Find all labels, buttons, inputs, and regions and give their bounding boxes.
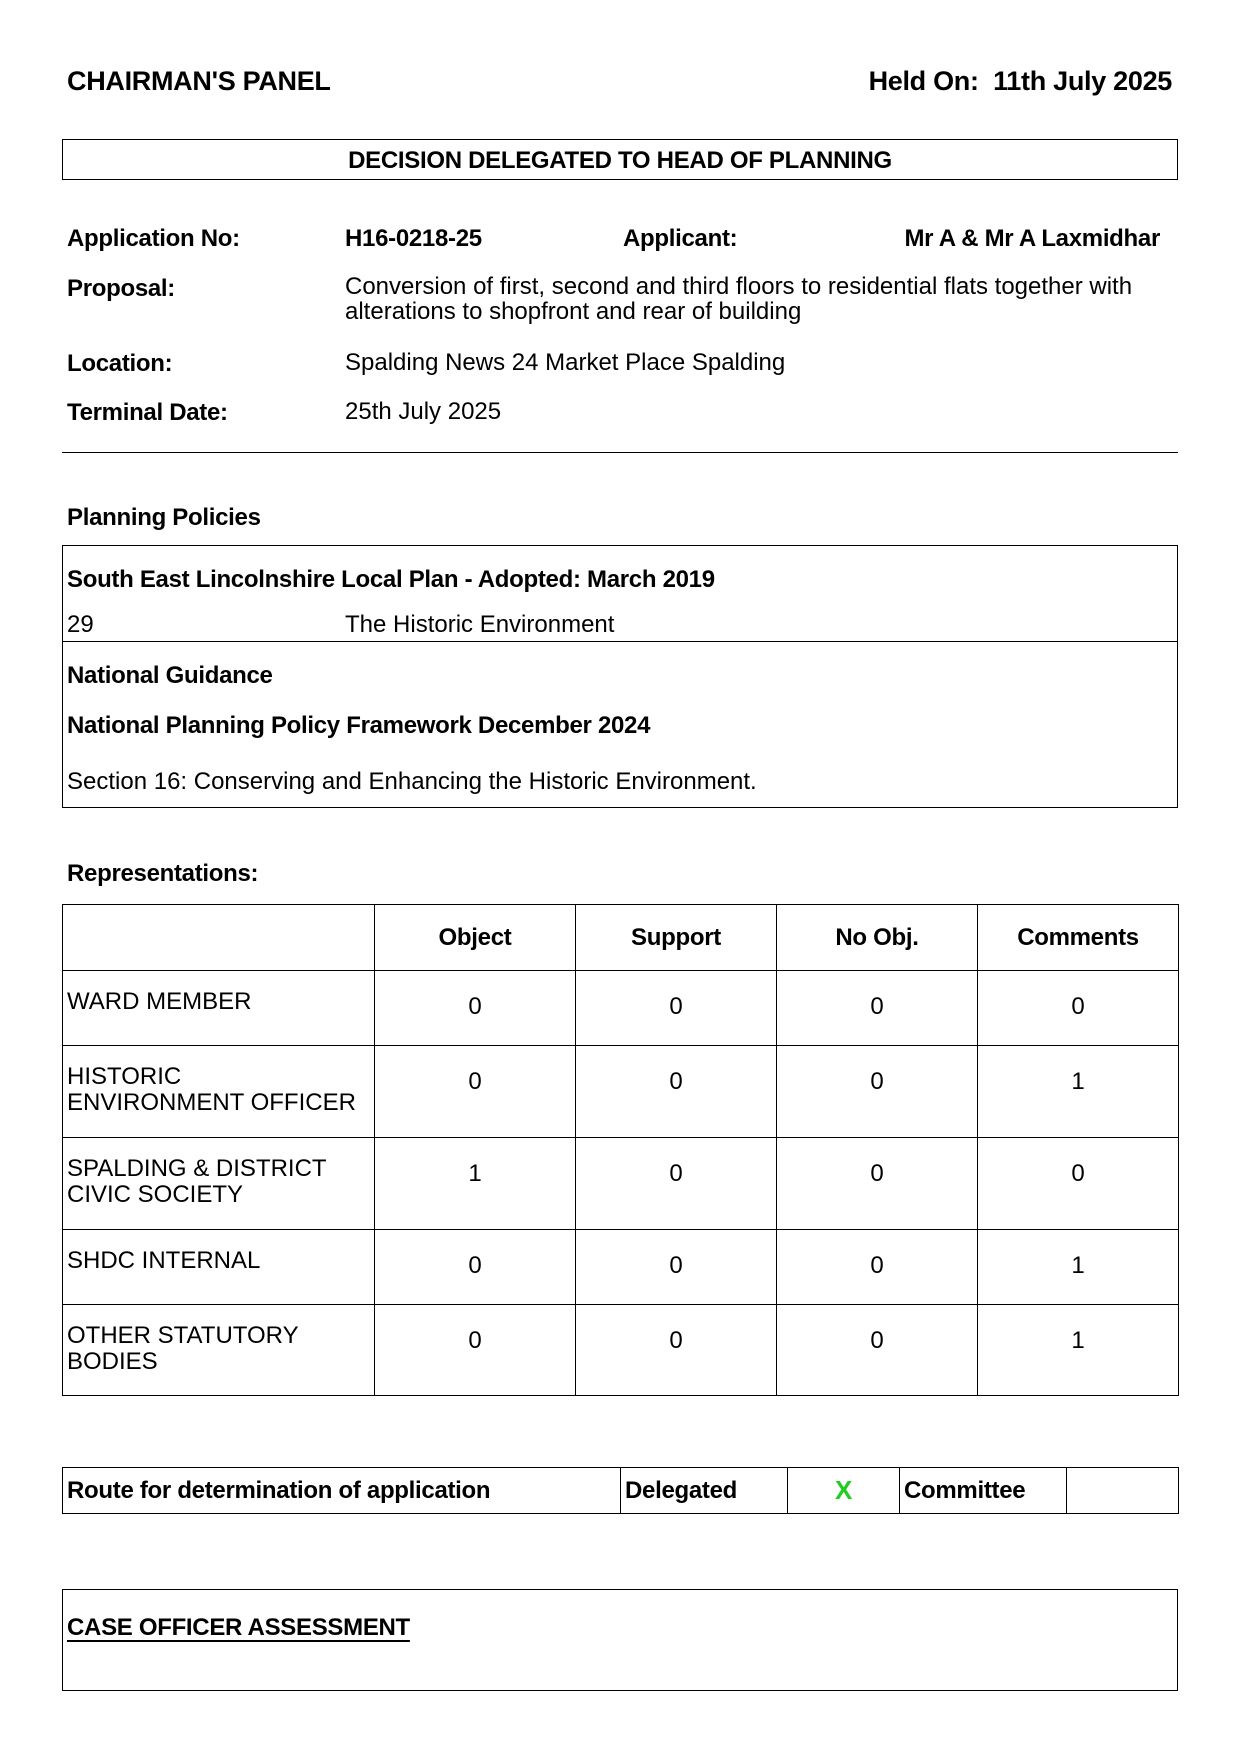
- held-on-date: 11th July 2025: [993, 66, 1172, 96]
- org-line-2: BODIES: [67, 1348, 158, 1375]
- representations-table: [62, 904, 1179, 1396]
- table-row: [63, 1046, 1179, 1138]
- org-line-1: HISTORIC: [67, 1063, 182, 1090]
- cell-object: 0: [375, 1230, 576, 1305]
- cell-support: 0: [576, 1046, 777, 1138]
- cell-object: 0: [375, 1305, 576, 1396]
- applicant-label: Applicant:: [623, 225, 738, 252]
- decision-banner-box: [62, 139, 1178, 180]
- table-header-row: [63, 905, 1179, 971]
- table-row: [63, 1305, 1179, 1396]
- cell-support: 0: [576, 1305, 777, 1396]
- policy-name: The Historic Environment: [345, 611, 615, 638]
- held-on-label: Held On:: [868, 66, 979, 96]
- cell-support: 0: [576, 1138, 777, 1230]
- table-row: [63, 1230, 1179, 1305]
- org-line-1: WARD MEMBER: [67, 988, 252, 1015]
- cell-comments: 0: [978, 1138, 1179, 1230]
- org-line-2: CIVIC SOCIETY: [67, 1181, 244, 1208]
- col-no-obj: No Obj.: [777, 905, 978, 971]
- proposal-line-1: Conversion of first, second and third floors to residential flats together with: [345, 273, 1133, 300]
- row-organisation: [63, 1046, 375, 1138]
- cell-object: 0: [375, 1046, 576, 1138]
- cell-object: 0: [375, 971, 576, 1046]
- org-line-1: SPALDING & DISTRICT: [67, 1155, 327, 1182]
- national-guidance-heading: National Guidance: [67, 662, 273, 689]
- delegated-label: Delegated: [621, 1468, 788, 1514]
- terminal-date-label: Terminal Date:: [67, 399, 228, 426]
- held-on: [869, 66, 1172, 97]
- row-organisation: [63, 1305, 375, 1396]
- cell-comments: 0: [978, 971, 1179, 1046]
- policy-number: 29: [67, 611, 94, 638]
- table-row: [63, 1138, 1179, 1230]
- proposal-label: Proposal:: [67, 275, 175, 302]
- cell-no-obj: 0: [777, 971, 978, 1046]
- nppf-title: National Planning Policy Framework December 2024: [67, 712, 651, 739]
- delegated-mark: X: [788, 1468, 900, 1514]
- cell-object: 1: [375, 1138, 576, 1230]
- planning-policies-heading: Planning Policies: [67, 504, 261, 531]
- table-row: [63, 971, 1179, 1046]
- cell-support: 0: [576, 1230, 777, 1305]
- case-officer-assessment-heading: CASE OFFICER ASSESSMENT: [67, 1614, 410, 1641]
- cell-comments: 1: [978, 1230, 1179, 1305]
- committee-label: Committee: [900, 1468, 1067, 1514]
- org-line-1: SHDC INTERNAL: [67, 1247, 261, 1274]
- org-line-2: ENVIRONMENT OFFICER: [67, 1089, 356, 1116]
- cell-no-obj: 0: [777, 1230, 978, 1305]
- application-no-label: Application No:: [67, 225, 240, 252]
- terminal-date-value: 25th July 2025: [345, 398, 502, 425]
- divider: [62, 452, 1178, 453]
- assessment-box: [62, 1589, 1178, 1691]
- proposal-line-2: alterations to shopfront and rear of building: [345, 298, 802, 325]
- policies-box: [62, 545, 1178, 808]
- row-organisation: [63, 1138, 375, 1230]
- cell-no-obj: 0: [777, 1138, 978, 1230]
- col-support: Support: [576, 905, 777, 971]
- decision-banner: DECISION DELEGATED TO HEAD OF PLANNING: [348, 147, 892, 174]
- cell-support: 0: [576, 971, 777, 1046]
- committee-mark: [1067, 1468, 1179, 1514]
- cell-no-obj: 0: [777, 1046, 978, 1138]
- cell-comments: 1: [978, 1046, 1179, 1138]
- col-comments: Comments: [978, 905, 1179, 971]
- cell-comments: 1: [978, 1305, 1179, 1396]
- org-line-1: OTHER STATUTORY: [67, 1322, 299, 1349]
- blank-header: [63, 905, 375, 971]
- representations-heading: Representations:: [67, 860, 259, 887]
- route-row: [63, 1468, 1179, 1514]
- cell-no-obj: 0: [777, 1305, 978, 1396]
- proposal-text: [345, 274, 1132, 324]
- application-no: H16-0218-25: [345, 225, 482, 252]
- location-value: Spalding News 24 Market Place Spalding: [345, 349, 786, 376]
- local-plan-title: South East Lincolnshire Local Plan - Adopted: March 2019: [67, 566, 715, 593]
- section-16-text: Section 16: Conserving and Enhancing the Historic Environment.: [67, 768, 757, 795]
- route-table: [62, 1467, 1179, 1514]
- route-label: Route for determination of application: [63, 1468, 621, 1514]
- row-organisation: [63, 1230, 375, 1305]
- col-object: Object: [375, 905, 576, 971]
- policies-divider: [63, 641, 1177, 642]
- row-organisation: [63, 971, 375, 1046]
- location-label: Location:: [67, 350, 173, 377]
- panel-title: CHAIRMAN'S PANEL: [67, 66, 331, 96]
- applicant-name: Mr A & Mr A Laxmidhar: [904, 225, 1160, 252]
